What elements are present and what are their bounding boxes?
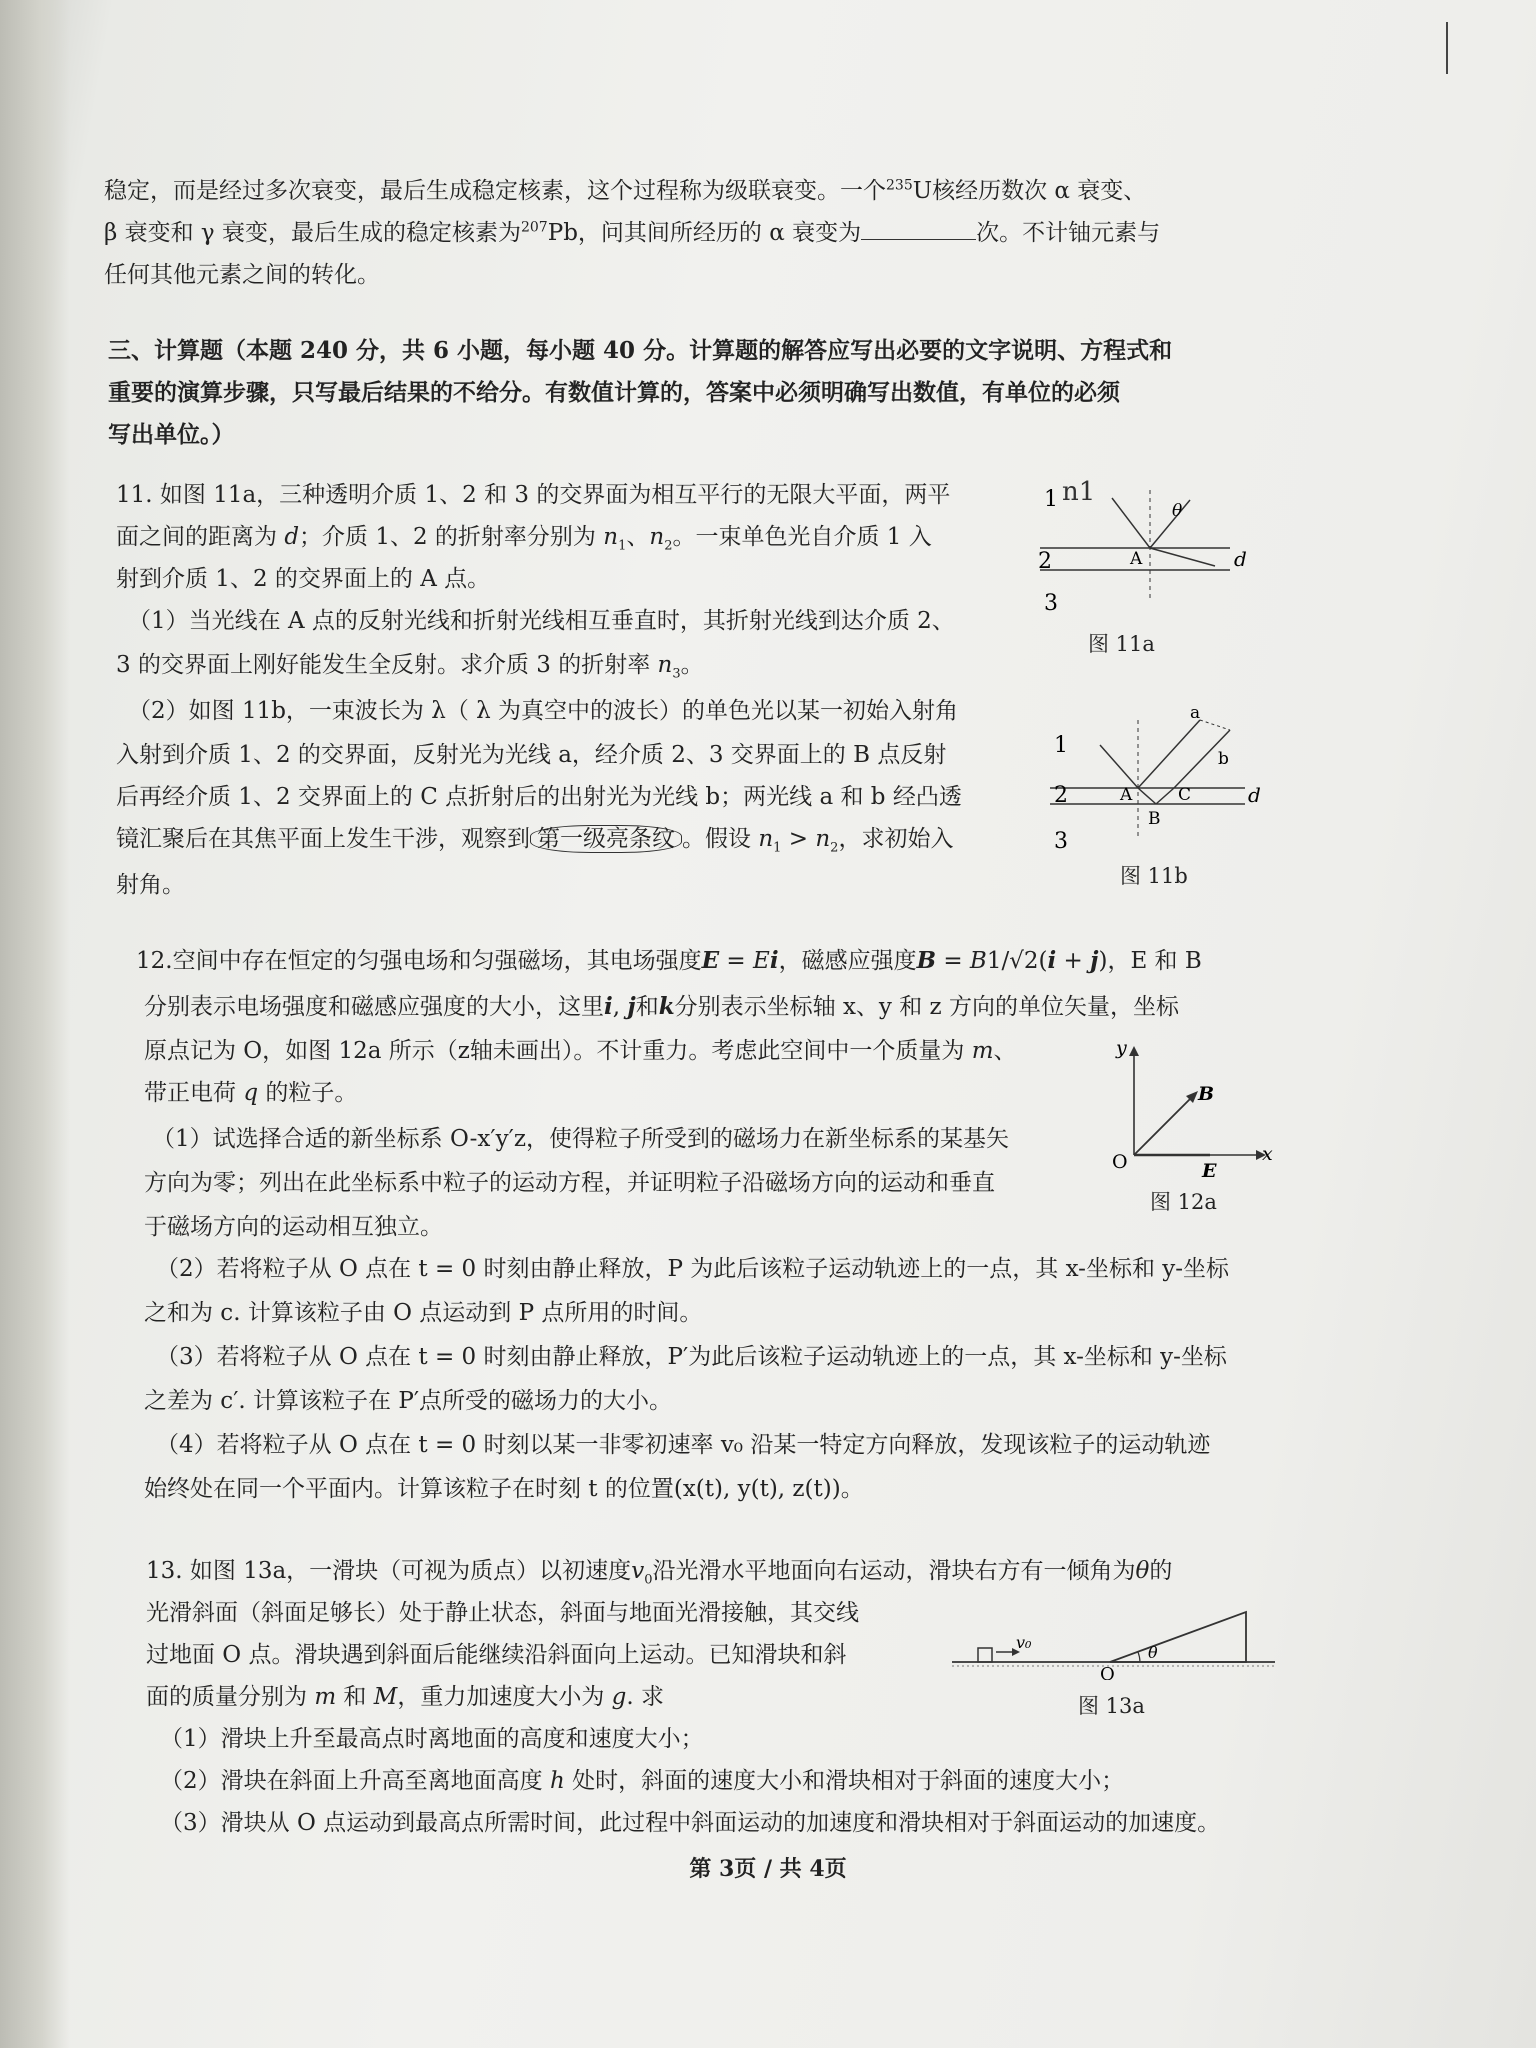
figure-11b <box>1040 700 1280 860</box>
fig12a-b-label: B <box>1198 1083 1215 1105</box>
q11-line-9: 镜汇聚后在其焦平面上发生干涉，观察到 第一级亮条纹 。假设 $n_1 > n_2$，求初始入 <box>116 826 954 856</box>
fig11a-handwritten-n1: n1 <box>1062 477 1096 507</box>
fig11a-label-2: 2 <box>1038 549 1052 574</box>
section-heading-2: 重要的演算步骤，只写最后结果的不给分。有数值计算的，答案中必须明确写出数值，有单位的必须 <box>108 379 1120 406</box>
fig11b-point-c: C <box>1178 785 1192 805</box>
fig13a-v0: v₀ <box>1016 1633 1032 1652</box>
fig13a-angle-arc <box>1138 1652 1140 1662</box>
q11-line-2: 面之间的距离为 d；介质 1、2 的折射率分别为 $n_1$、$n_2$。一束单色光自介质 1 入 <box>116 524 932 554</box>
fig12a-caption: 图 12a <box>1150 1190 1217 1214</box>
handwritten-circle: 第一级亮条纹 <box>530 825 682 853</box>
q11-line-3: 射到介质 1、2 的交界面上的 A 点。 <box>116 566 491 592</box>
page-shadow <box>0 0 70 2048</box>
fig11b-incident-ray <box>1100 745 1138 788</box>
q11-line-7: 入射到介质 1、2 的交界面，反射光为光线 a，经介质 2、3 交界面上的 B 点反射 <box>116 742 947 768</box>
q12-line-10: （3）若将粒子从 O 点在 t = 0 时刻由静止释放，P′为此后该粒子运动轨迹上的一点，其 x-坐标和 y-坐标 <box>156 1344 1227 1370</box>
fig12a-y-arrow <box>1129 1046 1139 1056</box>
q11-line-4: （1）当光线在 A 点的反射光线和折射光线相互垂直时，其折射光线到达介质 2、 <box>128 608 955 634</box>
fig11b-ray-ab <box>1138 788 1156 804</box>
q13-line-6: （2）滑块在斜面上升高至离地面高度 h 处时，斜面的速度大小和滑块相对于斜面的速度大小； <box>160 1768 1125 1794</box>
page-footer: 第 3页 / 共 4页 <box>689 1856 847 1882</box>
q12-line-7: 于磁场方向的运动相互独立。 <box>144 1214 443 1240</box>
q11-line-8: 后再经介质 1、2 交界面上的 C 点折射后的出射光为光线 b；两光线 a 和 b 经凸透 <box>116 784 962 810</box>
answer-blank[interactable] <box>861 219 976 240</box>
fig11b-label-1: 1 <box>1054 733 1068 758</box>
fig12a-b-vector <box>1134 1095 1194 1155</box>
intro-line-3: 任何其他元素之间的转化。 <box>104 262 380 288</box>
fig11b-ray-a <box>1138 720 1200 788</box>
fig11a-d: d <box>1234 547 1247 571</box>
q12-line-2: 分别表示电场强度和磁感应强度的大小，这里i, j和k分别表示坐标轴 x、y 和 z 方向的单位矢量，坐标 <box>144 993 1179 1020</box>
q12-line-4: 带正电荷 q 的粒子。 <box>144 1080 358 1106</box>
q12-line-9: 之和为 c. 计算该粒子由 O 点运动到 P 点所用的时间。 <box>144 1300 703 1326</box>
q12-line-1: 12.空间中存在恒定的匀强电场和匀强磁场，其电场强度E = Ei，磁感应强度B = B1/√2(i + j)，E 和 B <box>136 947 1202 974</box>
fig11b-label-b: b <box>1218 749 1229 769</box>
q11-line-5: 3 的交界面上刚好能发生全反射。求介质 3 的折射率 $n_3$。 <box>116 652 704 682</box>
fig11b-point-b: B <box>1148 809 1161 829</box>
q13-line-4: 面的质量分别为 m 和 M，重力加速度大小为 g. 求 <box>146 1684 664 1710</box>
section-heading-1: 三、计算题（本题 240 分，共 6 小题，每小题 40 分。计算题的解答应写出必要的文字说明、方程式和 <box>108 337 1173 364</box>
fig11b-lens-hint <box>1200 720 1230 730</box>
q11-line-1: 11. 如图 11a，三种透明介质 1、2 和 3 的交界面为相互平行的无限大平面，两平 <box>116 482 951 508</box>
fig11b-label-a: a <box>1190 703 1201 723</box>
fig12a-x-label: x <box>1262 1143 1273 1165</box>
q12-line-6: 方向为零；列出在此坐标系中粒子的运动方程，并证明粒子沿磁场方向的运动和垂直 <box>144 1170 995 1196</box>
margin-mark <box>1446 22 1448 74</box>
fig13a-caption: 图 13a <box>1078 1694 1145 1718</box>
fig11a-label-3: 3 <box>1044 591 1058 616</box>
q12-line-11: 之差为 c′. 计算该粒子在 P′点所受的磁场力的大小。 <box>144 1388 673 1414</box>
q13-line-5: （1）滑块上升至最高点时离地面的高度和速度大小； <box>160 1726 704 1752</box>
q12-line-12: （4）若将粒子从 O 点在 t = 0 时刻以某一非零初速率 v₀ 沿某一特定方向释放，发现该粒子的运动轨迹 <box>156 1432 1211 1458</box>
fig11a-incident-ray <box>1112 498 1150 548</box>
figure-11a <box>1030 470 1280 650</box>
fig13a-incline <box>1110 1612 1246 1662</box>
q11-line-10: 射角。 <box>116 872 185 898</box>
figure-12a <box>1100 1040 1280 1180</box>
fig12a-origin: O <box>1112 1151 1128 1173</box>
q13-line-3: 过地面 O 点。滑块遇到斜面后能继续沿斜面向上运动。已知滑块和斜 <box>146 1642 847 1668</box>
q13-line-7: （3）滑块从 O 点运动到最高点所需时间，此过程中斜面运动的加速度和滑块相对于斜面运动的加速度。 <box>160 1810 1221 1836</box>
fig11a-refracted-ray <box>1150 548 1215 566</box>
fig11b-point-a: A <box>1120 785 1133 805</box>
q12-line-13: 始终处在同一个平面内。计算该粒子在时刻 t 的位置(x(t), y(t), z(t))。 <box>144 1476 864 1502</box>
fig11b-caption: 图 11b <box>1120 864 1188 888</box>
section-heading-3: 写出单位。） <box>108 421 235 448</box>
fig11a-point-a: A <box>1130 549 1143 569</box>
fig11b-d: d <box>1248 783 1261 807</box>
fig13a-slider <box>978 1648 992 1662</box>
q13-line-1: 13. 如图 13a，一滑块（可视为质点）以初速度$v_0$沿光滑水平地面向右运动，滑块右方有一倾角为θ的 <box>146 1558 1173 1588</box>
fig11a-theta: θ <box>1172 501 1183 521</box>
fig12a-y-label: y <box>1116 1040 1127 1059</box>
fig11a-caption: 图 11a <box>1088 632 1155 656</box>
fig11b-label-2: 2 <box>1054 783 1068 808</box>
q12-line-8: （2）若将粒子从 O 点在 t = 0 时刻由静止释放，P 为此后该粒子运动轨迹上的一点，其 x-坐标和 y-坐标 <box>156 1256 1230 1282</box>
fig11b-ray-bc <box>1156 788 1174 804</box>
fig11a-label-1: 1 <box>1044 487 1058 512</box>
fig11b-label-3: 3 <box>1054 829 1068 854</box>
q13-line-2: 光滑斜面（斜面足够长）处于静止状态，斜面与地面光滑接触，其交线 <box>146 1600 859 1626</box>
q11-line-6: （2）如图 11b，一束波长为 λ（ λ 为真空中的波长）的单色光以某一初始入射角 <box>128 698 959 724</box>
fig12a-e-label: E <box>1202 1160 1217 1180</box>
q12-line-3: 原点记为 O，如图 12a 所示（z轴未画出）。不计重力。考虑此空间中一个质量为 m、 <box>144 1038 1017 1064</box>
fig13a-origin: O <box>1100 1664 1115 1680</box>
intro-line-2: β 衰变和 γ 衰变，最后生成的稳定核素为$^{207}$Pb，问其间所经历的 α 衰变为 次。不计铀元素与 <box>104 219 1161 246</box>
q12-line-5: （1）试选择合适的新坐标系 O-x′y′z，使得粒子所受到的磁场力在新坐标系的某基矢 <box>152 1126 1009 1152</box>
fig11a-reflected-ray <box>1150 500 1190 548</box>
fig13a-theta: θ <box>1148 1643 1158 1662</box>
figure-13a <box>950 1600 1280 1680</box>
intro-line-1: 稳定，而是经过多次衰变，最后生成稳定核素，这个过程称为级联衰变。一个$^{235}$U核经历数次 α 衰变、 <box>104 177 1147 204</box>
